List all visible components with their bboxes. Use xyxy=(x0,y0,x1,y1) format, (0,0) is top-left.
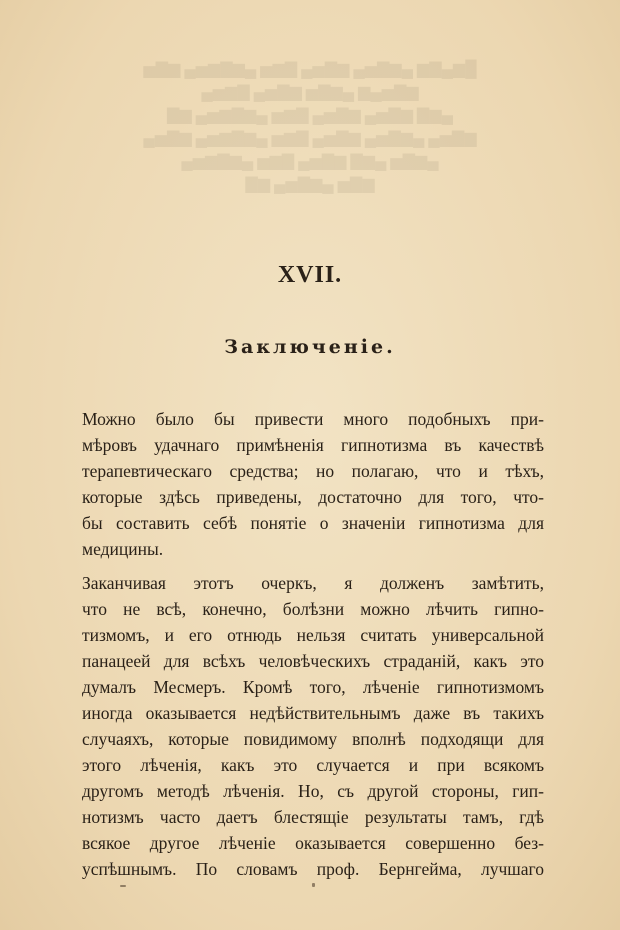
paragraph-line: терапевтическаго средства; но полагаю, что и тѣхъ, xyxy=(82,461,544,481)
paragraph-line: другомъ методѣ лѣченія. Но, съ другой стороны, гип- xyxy=(82,781,544,801)
print-speck xyxy=(120,885,126,887)
paragraph-line: что не всѣ, конечно, болѣзни можно лѣчить гипно- xyxy=(82,599,544,619)
paragraph-line: тизмомъ, и его отнюдь нельзя считать универсальной xyxy=(82,625,544,645)
paragraph-1 xyxy=(82,406,544,562)
paragraph-line: панацеей для всѣхъ человѣческихъ страданій, какъ это xyxy=(82,651,544,671)
paragraph-line: иногда оказывается недѣйствительнымъ даже въ такихъ xyxy=(82,703,544,723)
paragraph-line: думалъ Месмеръ. Кромѣ того, лѣченіе гипнотизмомъ xyxy=(82,677,544,697)
paragraph-line: мѣровъ удачнаго примѣненія гипнотизма въ качествѣ xyxy=(82,435,544,455)
bleed-through-text: █▆▄▇▆ ▄▆▇▅▄ ▆▇▅▄ ▇▆▅ ▄▆▇▆▅▄ ▆▇▅ ▆▇▅▄▆ ▄▆▇▅ ▆▇▅▄ ▇▆▅▄ ▄▆▇ ▆▇▅▄ ▆▇▅▄ ▇▆▅ ▄▆▇▆▅▄ ▆▇ ▆▇▅▄ ▄▆▇▅▄ ▆▇▅▄ ▇▆▅ ▄▆▇▆▅▄ ▆▇▅▄ ▄▆▇▅ ▄▆▇ ▆▇▅▄ ▇▆▅ ▄▆▇▆▅▄ ▆▇▅ ▄▆▇▅▄ ▆▇ xyxy=(143,61,477,193)
paragraph-line: Заканчивая этотъ очеркъ, я долженъ замѣтить, xyxy=(82,573,544,593)
paragraph-line: этого лѣченія, какъ это случается и при всякомъ xyxy=(82,755,544,775)
chapter-number: XVII. xyxy=(277,262,343,288)
paragraph-line: которые здѣсь приведены, достаточно для того, что- xyxy=(82,487,544,507)
print-speck xyxy=(312,883,315,887)
paragraph-line: всякое другое лѣченіе оказывается совершенно без- xyxy=(82,833,544,853)
chapter-title: Заключенiе. xyxy=(224,336,396,358)
paragraph-line: успѣшнымъ. По словамъ проф. Бернгейма, лучшаго xyxy=(82,859,544,879)
paragraph-2 xyxy=(82,570,544,882)
paragraph-line: Можно было бы привести много подобныхъ при- xyxy=(82,409,544,429)
paragraph-line: случаяхъ, которые повидимому вполнѣ подходящи для xyxy=(82,729,544,749)
paragraph-line: бы составить себѣ понятіе о значеніи гипнотизма для xyxy=(82,513,544,533)
paragraph-line: нотизмъ часто даетъ блестящіе результаты тамъ, гдѣ xyxy=(82,807,544,827)
paragraph-line: медицины. xyxy=(82,539,164,559)
